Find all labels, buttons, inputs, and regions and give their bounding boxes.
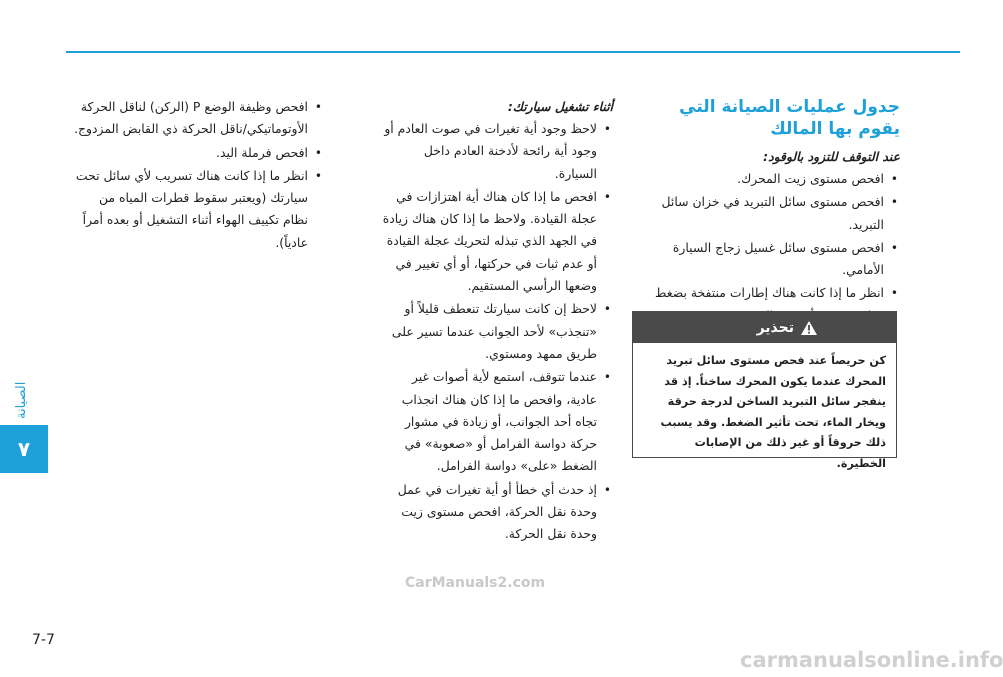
refuel-checklist: [632, 168, 900, 327]
list-item: • افحص فرملة اليد.: [72, 142, 324, 164]
list-item: • افحص مستوى سائل غسيل زجاج السيارة الأمامي.: [632, 237, 900, 282]
warning-triangle-icon: [800, 320, 818, 336]
list-item: • افحص مستوى سائل التبريد في خزان سائل التبريد.: [632, 191, 900, 236]
driving-checklist: [380, 118, 613, 546]
section-title: جدول عمليات الصيانة التي يقوم بها المالك: [679, 97, 900, 139]
continued-checklist: [72, 96, 324, 254]
watermark: CarManuals2.com: [405, 575, 546, 591]
middle-column: [380, 96, 613, 547]
list-item: • عندما تتوقف، استمع لأية أصوات غير عادية، وافحص ما إذا كان هناك انجذاب تجاه أحد الجوانب، أو زيادة في مشوار حركة دواسة الفرامل أو «صعوبة» في الضغط «على» دواسة الفرامل.: [380, 366, 613, 477]
list-item: • إذ حدث أي خطأ أو أية تغيرات في عمل وحدة نقل الحركة، افحص مستوى زيت وحدة نقل الحركة.: [380, 479, 613, 546]
driving-subhead: أثناء تشغيل سيارتك:: [507, 99, 613, 114]
footer-watermark: carmanualsonline.info: [740, 648, 1003, 672]
warning-text: كن حريصاً عند فحص مستوى سائل تبريد المحرك عندما يكون المحرك ساخناً. إذ قد ينفجر سائل التبريد الساخن لدرجة حرقة ويخار الماء، تحت تأثير الضغط. وقد يسبب ذلك حروقاً أو غير ذلك من الإصابات الخطيرة.: [660, 354, 886, 470]
top-divider: [66, 51, 960, 53]
list-item: • انظر ما إذا كانت هناك تسريب لأي سائل تحت سيارتك (ويعتبر سقوط قطرات المياه من نظام تكييف الهواء أثناء التشغيل أو بعده أمراً عادياً).: [72, 165, 324, 254]
chapter-label: الصيانة: [14, 381, 29, 419]
list-item: • افحص وظيفة الوضع P (الركن) لناقل الحركة الأوتوماتيكي/ناقل الحركة ذي القابض المزدوج.: [72, 96, 324, 141]
warning-label: تحذير: [756, 319, 794, 336]
right-column: [632, 96, 900, 328]
list-item: • افحص مستوى زيت المحرك.: [632, 168, 900, 190]
list-item: • افحص ما إذا كان هناك أية اهتزازات في عجلة القيادة. ولاحظ ما إذا كان هناك زيادة في الجهد الذي تبذله لتحريك عجلة القيادة أو عدم ثبات في حركتها، أو أي تغيير في وضعها الرأسي المستقيم.: [380, 186, 613, 297]
list-item: • لاحظ إن كانت سيارتك تنعطف قليلاً أو «تنجذب» لأحد الجوانب عندما تسير على طريق ممهد ومستوي.: [380, 298, 613, 365]
warning-box: [632, 311, 897, 470]
list-item: • لاحظ وجود أية تغيرات في صوت العادم أو وجود أية رائحة لأدخنة العادم داخل السيارة.: [380, 118, 613, 185]
chapter-tab: ٧: [0, 425, 48, 473]
refuel-subhead: عند التوقف للتزود بالوقود:: [763, 149, 900, 164]
page-number: 7-7: [32, 632, 55, 648]
list-item: • انظر ما إذا كانت هناك إطارات منتفخة بضغط: [632, 282, 900, 327]
left-column: [72, 96, 324, 255]
warning-header: [633, 312, 896, 343]
